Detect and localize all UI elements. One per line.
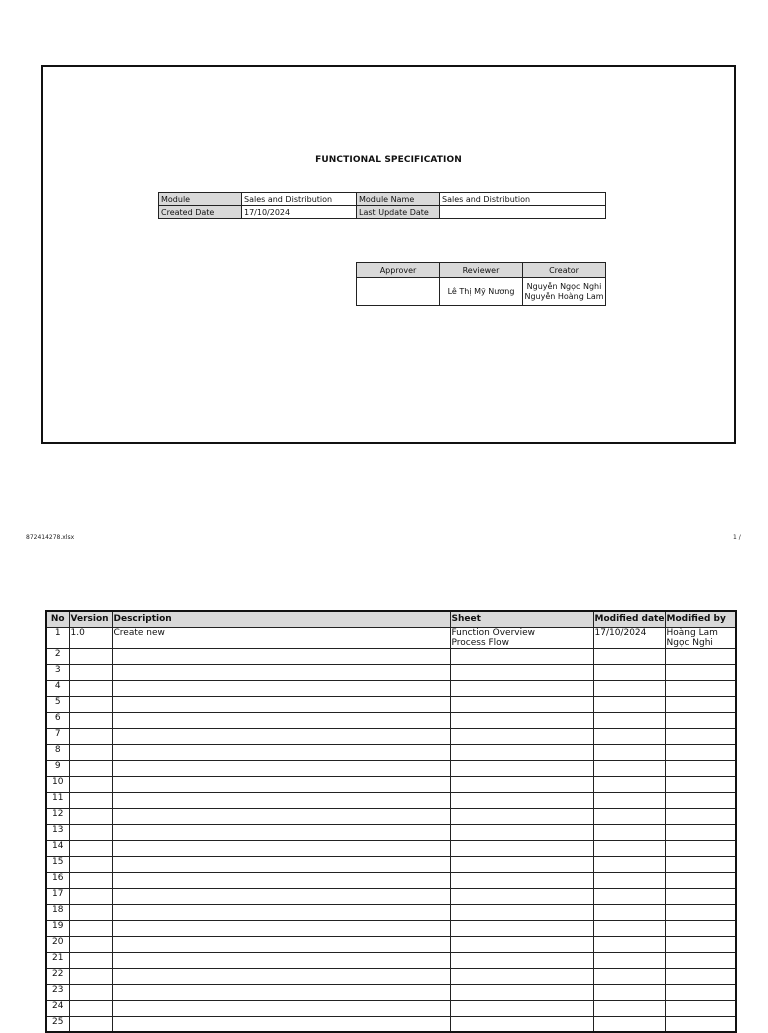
table-row <box>46 760 736 776</box>
row-sheet[interactable] <box>450 840 593 856</box>
document-title: FUNCTIONAL SPECIFICATION <box>315 155 462 165</box>
row-no[interactable]: 6 <box>46 712 69 728</box>
row-version[interactable] <box>69 808 112 824</box>
row-version[interactable] <box>69 952 112 968</box>
row-no[interactable]: 21 <box>46 952 69 968</box>
row-no[interactable]: 17 <box>46 888 69 904</box>
table-row <box>46 856 736 872</box>
created-date-value[interactable]: 17/10/2024 <box>242 206 357 219</box>
row-description[interactable] <box>112 776 450 792</box>
table-row <box>46 920 736 936</box>
module-value[interactable]: Sales and Distribution <box>242 193 357 206</box>
row-version[interactable] <box>69 1000 112 1016</box>
row-sheet-line-1: Function Overview <box>451 627 536 638</box>
row-modified-date[interactable] <box>593 904 665 920</box>
row-description[interactable] <box>112 968 450 984</box>
row-modified-date[interactable] <box>593 648 665 664</box>
row-version[interactable] <box>69 936 112 952</box>
row-no[interactable]: 20 <box>46 936 69 952</box>
table-row <box>46 872 736 888</box>
row-no[interactable]: 16 <box>46 872 69 888</box>
date-row <box>159 206 606 219</box>
table-row <box>46 648 736 664</box>
row-version[interactable] <box>69 648 112 664</box>
row-modified-date[interactable] <box>593 712 665 728</box>
approver-value[interactable] <box>357 278 440 306</box>
row-version[interactable] <box>69 664 112 680</box>
row-description[interactable] <box>112 712 450 728</box>
row-description[interactable] <box>112 728 450 744</box>
last-update-date-value[interactable] <box>440 206 606 219</box>
row-description[interactable] <box>112 856 450 872</box>
row-version[interactable] <box>69 792 112 808</box>
approval-names-row <box>357 278 606 306</box>
table-row <box>46 984 736 1000</box>
row-modified-by[interactable] <box>665 648 736 664</box>
table-row <box>46 888 736 904</box>
table-row <box>46 696 736 712</box>
row-description[interactable] <box>112 936 450 952</box>
row-sheet[interactable] <box>450 808 593 824</box>
col-header-version: Version <box>69 611 112 627</box>
row-sheet[interactable] <box>450 792 593 808</box>
row-modified-by[interactable] <box>665 936 736 952</box>
row-modified-by[interactable] <box>665 664 736 680</box>
row-modified-date[interactable] <box>593 920 665 936</box>
row-description[interactable] <box>112 840 450 856</box>
row-no[interactable]: 4 <box>46 680 69 696</box>
reviewer-value[interactable]: Lê Thị Mỹ Nương <box>440 278 523 306</box>
row-description[interactable] <box>112 744 450 760</box>
cover-sheet <box>41 65 736 444</box>
row-modified-by[interactable] <box>665 808 736 824</box>
row-modified-date[interactable] <box>593 696 665 712</box>
row-modified-date[interactable] <box>593 888 665 904</box>
row-sheet[interactable] <box>450 1000 593 1016</box>
row-modified-by[interactable] <box>665 920 736 936</box>
row-description[interactable] <box>112 888 450 904</box>
table-row <box>46 904 736 920</box>
row-version[interactable] <box>69 920 112 936</box>
row-no[interactable]: 12 <box>46 808 69 824</box>
row-modified-by[interactable] <box>665 984 736 1000</box>
creator-value[interactable] <box>523 278 606 306</box>
row-version[interactable] <box>69 840 112 856</box>
revision-history-table <box>45 610 737 1033</box>
row-modified-date[interactable] <box>593 872 665 888</box>
creator-name-2: Nguyễn Hoàng Lam <box>524 291 604 301</box>
module-row <box>159 193 606 206</box>
row-modified-by[interactable] <box>665 627 736 648</box>
row-modified-by[interactable] <box>665 856 736 872</box>
row-version[interactable] <box>69 984 112 1000</box>
table-row <box>46 744 736 760</box>
table-row <box>46 776 736 792</box>
row-modified-by[interactable] <box>665 760 736 776</box>
row-sheet[interactable] <box>450 1016 593 1032</box>
row-sheet[interactable] <box>450 904 593 920</box>
row-description[interactable] <box>112 872 450 888</box>
row-description[interactable] <box>112 824 450 840</box>
row-description[interactable] <box>112 808 450 824</box>
row-modified-date[interactable] <box>593 776 665 792</box>
row-modified-by[interactable] <box>665 712 736 728</box>
row-modified-date[interactable] <box>593 744 665 760</box>
row-no[interactable]: 19 <box>46 920 69 936</box>
row-modified-by[interactable] <box>665 728 736 744</box>
created-date-label: Created Date <box>159 206 242 219</box>
row-modified-by[interactable] <box>665 1000 736 1016</box>
row-modified-date[interactable] <box>593 680 665 696</box>
row-modified-date[interactable] <box>593 728 665 744</box>
row-no[interactable]: 22 <box>46 968 69 984</box>
row-sheet[interactable] <box>450 872 593 888</box>
row-description[interactable] <box>112 904 450 920</box>
row-sheet[interactable] <box>450 888 593 904</box>
row-description[interactable]: Create new <box>112 627 450 648</box>
table-row <box>46 1000 736 1016</box>
row-version[interactable] <box>69 744 112 760</box>
approval-header-row <box>357 263 606 278</box>
footer-filename: 872414278.xlsx <box>26 534 75 541</box>
row-sheet[interactable] <box>450 744 593 760</box>
row-modified-by[interactable] <box>665 904 736 920</box>
row-no[interactable]: 11 <box>46 792 69 808</box>
row-version[interactable] <box>69 904 112 920</box>
row-sheet[interactable] <box>450 760 593 776</box>
row-version[interactable] <box>69 776 112 792</box>
row-modified-date[interactable] <box>593 792 665 808</box>
footer-page-number: 1 / <box>733 534 741 541</box>
approval-table <box>356 262 606 306</box>
revision-header-row <box>46 611 736 627</box>
row-no[interactable]: 3 <box>46 664 69 680</box>
row-modified-by[interactable] <box>665 1016 736 1032</box>
row-no[interactable]: 18 <box>46 904 69 920</box>
row-modified-by[interactable] <box>665 776 736 792</box>
row-no[interactable]: 2 <box>46 648 69 664</box>
table-row <box>46 712 736 728</box>
row-description[interactable] <box>112 680 450 696</box>
table-row <box>46 968 736 984</box>
row-version[interactable] <box>69 712 112 728</box>
table-row <box>46 824 736 840</box>
row-version[interactable] <box>69 872 112 888</box>
table-row <box>46 680 736 696</box>
row-modified-date[interactable] <box>593 968 665 984</box>
table-row <box>46 840 736 856</box>
row-description[interactable] <box>112 1000 450 1016</box>
row-sheet[interactable] <box>450 680 593 696</box>
row-modified-by[interactable] <box>665 840 736 856</box>
row-modified-by[interactable] <box>665 744 736 760</box>
table-row <box>46 664 736 680</box>
module-name-value[interactable]: Sales and Distribution <box>440 193 606 206</box>
row-modified-date[interactable]: 17/10/2024 <box>593 627 665 648</box>
row-version[interactable] <box>69 856 112 872</box>
row-modified-by[interactable] <box>665 824 736 840</box>
module-info-table <box>158 192 606 219</box>
row-version[interactable] <box>69 728 112 744</box>
row-no[interactable]: 24 <box>46 1000 69 1016</box>
table-row <box>46 936 736 952</box>
revision-rows <box>46 627 736 1032</box>
table-row <box>46 728 736 744</box>
creator-name-1: Nguyễn Ngọc Nghi <box>526 281 602 291</box>
col-header-modified-by: Modified by <box>665 611 736 627</box>
row-sheet[interactable] <box>450 776 593 792</box>
row-no[interactable]: 13 <box>46 824 69 840</box>
row-no[interactable]: 14 <box>46 840 69 856</box>
row-version[interactable] <box>69 680 112 696</box>
col-header-description: Description <box>112 611 450 627</box>
last-update-date-label: Last Update Date <box>357 206 440 219</box>
row-description[interactable] <box>112 920 450 936</box>
row-description[interactable] <box>112 664 450 680</box>
row-sheet[interactable] <box>450 648 593 664</box>
row-no[interactable]: 15 <box>46 856 69 872</box>
row-description[interactable] <box>112 952 450 968</box>
row-sheet[interactable] <box>450 627 593 648</box>
row-no[interactable]: 1 <box>46 627 69 648</box>
module-name-label: Module Name <box>357 193 440 206</box>
row-no[interactable]: 8 <box>46 744 69 760</box>
row-modified-by[interactable] <box>665 952 736 968</box>
row-sheet[interactable] <box>450 968 593 984</box>
row-sheet[interactable] <box>450 952 593 968</box>
row-sheet[interactable] <box>450 984 593 1000</box>
row-no[interactable]: 10 <box>46 776 69 792</box>
row-modified-by[interactable] <box>665 968 736 984</box>
row-modified-date[interactable] <box>593 824 665 840</box>
table-row <box>46 792 736 808</box>
row-no[interactable]: 9 <box>46 760 69 776</box>
module-label: Module <box>159 193 242 206</box>
row-description[interactable] <box>112 792 450 808</box>
row-description[interactable] <box>112 696 450 712</box>
col-header-no: No <box>46 611 69 627</box>
row-no[interactable]: 7 <box>46 728 69 744</box>
row-modified-date[interactable] <box>593 664 665 680</box>
row-sheet[interactable] <box>450 728 593 744</box>
row-description[interactable] <box>112 760 450 776</box>
row-version[interactable]: 1.0 <box>69 627 112 648</box>
row-sheet[interactable] <box>450 664 593 680</box>
table-row <box>46 808 736 824</box>
row-version[interactable] <box>69 824 112 840</box>
table-row <box>46 1016 736 1032</box>
row-modified-by[interactable] <box>665 792 736 808</box>
row-modified-date[interactable] <box>593 952 665 968</box>
row-modified-date[interactable] <box>593 936 665 952</box>
reviewer-header: Reviewer <box>440 263 523 278</box>
row-modified-by-line-1: Hoàng Lam <box>666 627 718 638</box>
row-no[interactable]: 23 <box>46 984 69 1000</box>
creator-header: Creator <box>523 263 606 278</box>
row-version[interactable] <box>69 888 112 904</box>
row-sheet[interactable] <box>450 936 593 952</box>
row-version[interactable] <box>69 968 112 984</box>
row-modified-by[interactable] <box>665 872 736 888</box>
row-modified-date[interactable] <box>593 1000 665 1016</box>
approver-header: Approver <box>357 263 440 278</box>
row-sheet[interactable] <box>450 696 593 712</box>
row-modified-date[interactable] <box>593 808 665 824</box>
row-modified-date[interactable] <box>593 984 665 1000</box>
row-modified-date[interactable] <box>593 840 665 856</box>
row-sheet[interactable] <box>450 712 593 728</box>
row-description[interactable] <box>112 984 450 1000</box>
row-no[interactable]: 25 <box>46 1016 69 1032</box>
row-modified-by[interactable] <box>665 680 736 696</box>
row-version[interactable] <box>69 1016 112 1032</box>
row-description[interactable] <box>112 1016 450 1032</box>
row-modified-by[interactable] <box>665 888 736 904</box>
row-sheet[interactable] <box>450 920 593 936</box>
row-sheet-line-2: Process Flow <box>451 637 510 648</box>
row-modified-date[interactable] <box>593 1016 665 1032</box>
row-no[interactable]: 5 <box>46 696 69 712</box>
row-modified-date[interactable] <box>593 760 665 776</box>
row-modified-by-line-2: Ngọc Nghi <box>666 637 713 648</box>
row-version[interactable] <box>69 760 112 776</box>
row-sheet[interactable] <box>450 824 593 840</box>
row-sheet[interactable] <box>450 856 593 872</box>
row-modified-date[interactable] <box>593 856 665 872</box>
row-modified-by[interactable] <box>665 696 736 712</box>
row-description[interactable] <box>112 648 450 664</box>
row-version[interactable] <box>69 696 112 712</box>
table-row <box>46 627 736 648</box>
col-header-modified-date: Modified date <box>593 611 665 627</box>
col-header-sheet: Sheet <box>450 611 593 627</box>
table-row <box>46 952 736 968</box>
